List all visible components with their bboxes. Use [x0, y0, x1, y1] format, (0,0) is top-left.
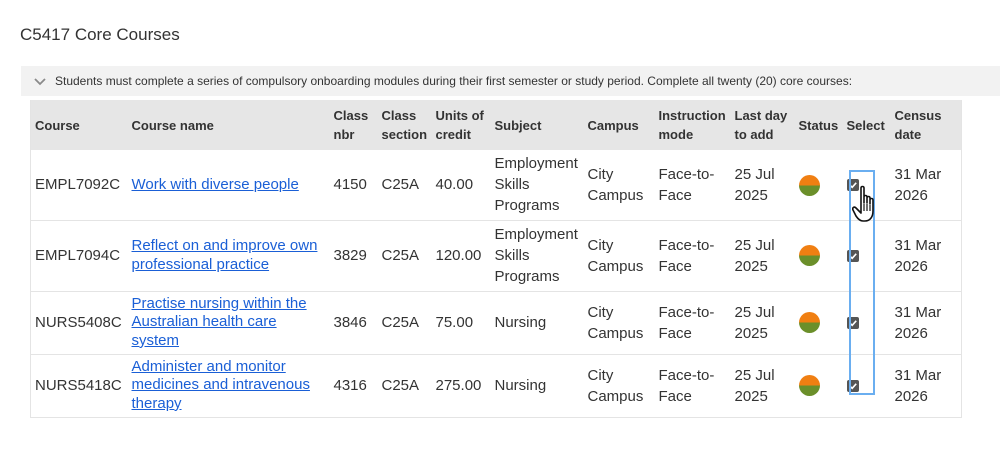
units-of-credit: 120.00 [435, 247, 482, 264]
course-name-link[interactable]: Reflect on and improve own professional practice [131, 237, 318, 273]
header-select: Select [846, 117, 885, 133]
last-day-to-add: 25 Jul 2025 [734, 303, 775, 342]
class-section: C25A [381, 176, 420, 194]
last-day-to-add: 25 Jul 2025 [734, 165, 775, 204]
table-row [31, 354, 962, 417]
subject: Employment Skills Programs [494, 155, 578, 215]
table-row [31, 291, 962, 354]
course-code: EMPL7092C [35, 176, 121, 194]
chevron-down-icon[interactable] [33, 74, 47, 88]
class-nbr: 3846 [333, 314, 367, 331]
course-name-link[interactable]: Administer and monitor medicines and intravenous therapy [131, 357, 310, 412]
header-status: Status [798, 117, 839, 133]
census-date: 31 Mar 2026 [894, 236, 942, 275]
course-code: EMPL7094C [35, 247, 121, 264]
status-indicator-icon [799, 375, 820, 396]
course-code: NURS5418C [35, 377, 122, 394]
campus: City Campus [587, 366, 644, 405]
checkmark-icon [848, 318, 858, 328]
instruction-mode: Face-to-Face [658, 303, 715, 342]
course-name-link[interactable]: Practise nursing within the Australian health care system [131, 294, 307, 349]
subject: Employment Skills Programs [494, 226, 578, 285]
class-section: C25A [381, 247, 420, 264]
census-date: 31 Mar 2026 [894, 165, 942, 204]
last-day-to-add: 25 Jul 2025 [734, 236, 775, 275]
header-subject: Subject [494, 117, 542, 133]
header-last-day: Last day to add [734, 108, 788, 142]
units-of-credit: 275.00 [435, 377, 482, 394]
units-of-credit: 40.00 [435, 176, 474, 194]
status-indicator-icon [799, 312, 820, 333]
header-class-nbr: Class nbr [333, 108, 369, 142]
instruction-mode: Face-to-Face [658, 165, 715, 204]
table-header-row [31, 100, 962, 150]
status-indicator-icon [799, 175, 820, 196]
header-units: Units of credit [435, 108, 484, 142]
campus: City Campus [587, 165, 644, 204]
notice-bar[interactable] [21, 66, 1000, 96]
header-course: Course [35, 117, 80, 133]
select-checkbox[interactable] [847, 250, 859, 262]
campus: City Campus [587, 236, 644, 275]
class-nbr: 3829 [333, 247, 367, 264]
header-instruction-mode: Instruction mode [658, 108, 726, 142]
section-title: C5417 Core Courses [20, 25, 180, 44]
instruction-mode: Face-to-Face [658, 366, 715, 405]
hand-pointer-cursor-icon [852, 184, 892, 228]
courses-table-container [30, 100, 961, 418]
header-class-section: Class section [381, 108, 428, 142]
table-row [31, 220, 962, 291]
checkmark-icon [848, 381, 858, 391]
select-checkbox[interactable] [847, 380, 859, 392]
last-day-to-add: 25 Jul 2025 [734, 366, 775, 405]
class-section: C25A [381, 314, 420, 331]
census-date: 31 Mar 2026 [894, 366, 942, 405]
subject: Nursing [494, 314, 547, 331]
course-code: NURS5408C [35, 314, 122, 331]
header-course-name: Course name [131, 117, 214, 133]
select-checkbox[interactable] [847, 317, 859, 329]
units-of-credit: 75.00 [435, 314, 474, 331]
class-nbr: 4316 [333, 377, 367, 394]
campus: City Campus [587, 303, 644, 342]
course-name-link[interactable]: Work with diverse people [131, 175, 299, 193]
class-section: C25A [381, 377, 420, 394]
header-campus: Campus [587, 117, 639, 133]
checkmark-icon [848, 251, 858, 261]
census-date: 31 Mar 2026 [894, 303, 942, 342]
subject: Nursing [494, 377, 547, 394]
instruction-mode: Face-to-Face [658, 236, 715, 275]
notice-text: Students must complete a series of compulsory onboarding modules during their first semester or study period. Complete all twenty (20) core courses: [55, 74, 853, 88]
courses-table [30, 100, 962, 418]
class-nbr: 4150 [333, 176, 367, 194]
header-census-date: Census date [894, 108, 942, 142]
table-row [31, 150, 962, 220]
status-indicator-icon [799, 245, 820, 266]
